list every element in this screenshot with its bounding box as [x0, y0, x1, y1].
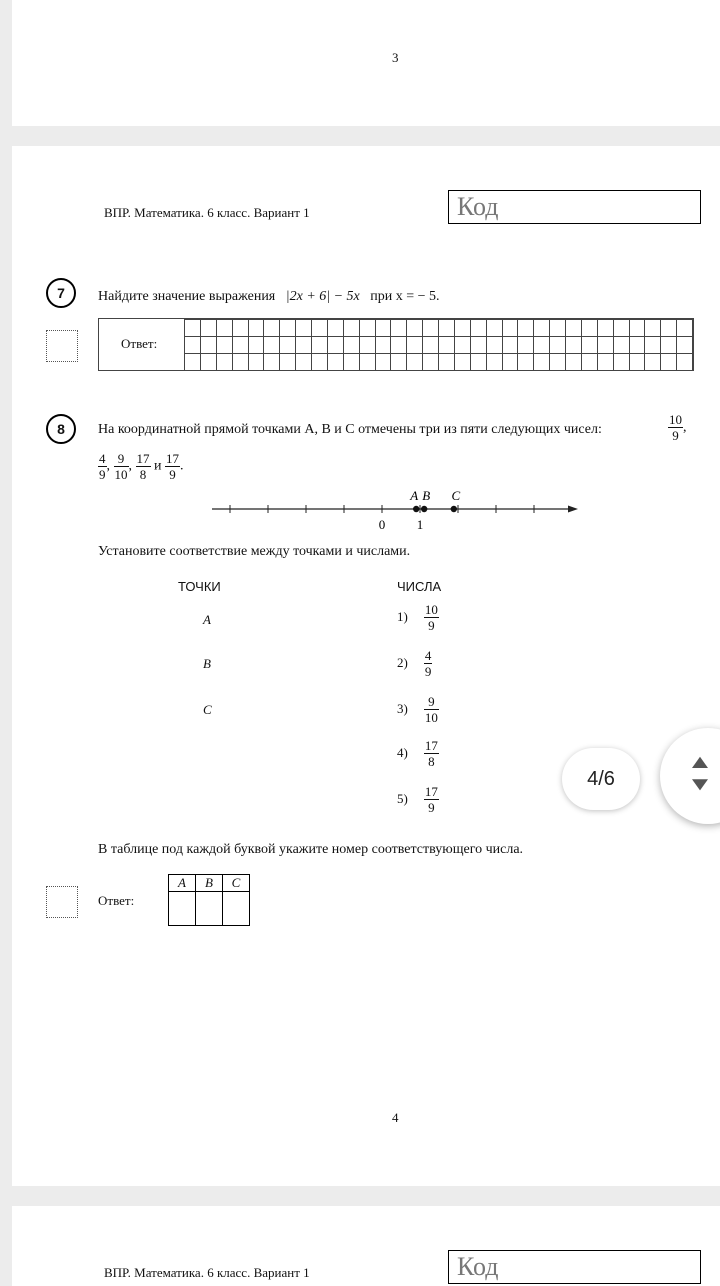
answer-cell-a[interactable] — [169, 892, 196, 926]
number-option-1: 1) $\frac{10}{9}$ — [397, 602, 438, 633]
page-indicator: 4/6 — [562, 748, 640, 810]
answer-grid-cell[interactable] — [216, 320, 232, 337]
label-zero: 0 — [378, 517, 386, 532]
answer-grid-cell[interactable] — [439, 337, 455, 354]
number-option-5: 5) $\frac{17}{9}$ — [397, 784, 438, 815]
answer-grid-cell[interactable] — [216, 337, 232, 354]
answer-grid-cell[interactable] — [296, 337, 312, 354]
and-word: и — [154, 458, 162, 474]
task-7-answer-box — [98, 318, 694, 371]
point-b: B — [203, 656, 211, 671]
answer-grid-cell[interactable] — [439, 320, 455, 337]
fraction: $\frac{17}{8}$ — [424, 738, 438, 769]
header-title: ВПР. Математика. 6 класс. Вариант 1 — [104, 205, 310, 220]
next-page — [12, 1206, 720, 1286]
answer-grid-cell[interactable] — [439, 354, 455, 371]
answer-grid-cell[interactable] — [486, 354, 502, 371]
task-7-answer-label: Ответ: — [121, 336, 158, 351]
match-instruction: Установите соответствие между точками и числами. — [98, 544, 411, 559]
answer-grid-cell[interactable] — [629, 320, 645, 337]
answer-grid-cell[interactable] — [423, 354, 439, 371]
answer-grid-cell[interactable] — [677, 320, 693, 337]
answer-grid-cell[interactable] — [359, 320, 375, 337]
answer-grid-cell[interactable] — [391, 337, 407, 354]
task-8-answer-label: Ответ: — [98, 893, 135, 908]
answer-header-b: B — [196, 875, 223, 892]
fraction: $\frac{4}{9}$ — [424, 648, 432, 679]
point-a-label: A — [410, 488, 419, 503]
answer-grid-cell[interactable] — [645, 320, 661, 337]
answer-grid-cell[interactable] — [518, 320, 534, 337]
answer-grid-cell[interactable] — [407, 354, 423, 371]
answer-grid-cell[interactable] — [518, 337, 534, 354]
fraction: $\frac{10}{9}$ — [669, 412, 682, 443]
next-code-box: Код — [448, 1250, 701, 1284]
answer-grid-cell[interactable] — [296, 354, 312, 371]
answer-grid-cell[interactable] — [550, 320, 566, 337]
answer-grid-cell[interactable] — [534, 320, 550, 337]
answer-cell-b[interactable] — [196, 892, 223, 926]
task-7-number: 7 — [46, 278, 76, 308]
task-8-number: 8 — [46, 414, 76, 444]
answer-grid-cell[interactable] — [423, 337, 439, 354]
answer-grid-cell[interactable] — [645, 337, 661, 354]
page-number-4: 4 — [392, 1110, 399, 1125]
answer-grid-cell[interactable] — [375, 320, 391, 337]
answer-grid-cell[interactable] — [280, 337, 296, 354]
answer-grid-cell[interactable] — [232, 337, 248, 354]
answer-grid-cell[interactable] — [216, 354, 232, 371]
task-7-question — [98, 289, 440, 305]
answer-grid-cell[interactable] — [550, 337, 566, 354]
task-8-intro: На координатной прямой точками A, B и C отмечены три из пяти следующих чисел: — [98, 422, 602, 437]
answer-header-a: A — [169, 875, 196, 892]
scroll-up-icon[interactable] — [692, 757, 708, 768]
answer-grid-cell[interactable] — [343, 320, 359, 337]
answer-grid-cell[interactable] — [629, 354, 645, 371]
answer-grid-cell[interactable] — [296, 320, 312, 337]
answer-grid-cell[interactable] — [264, 354, 280, 371]
answer-grid-cell[interactable] — [327, 337, 343, 354]
answer-grid-cell[interactable] — [581, 354, 597, 371]
point-a-dot — [413, 506, 419, 512]
answer-grid-cell[interactable] — [327, 354, 343, 371]
answer-grid-cell[interactable] — [597, 354, 613, 371]
answer-grid-cell[interactable] — [280, 354, 296, 371]
answer-grid-cell[interactable] — [200, 337, 216, 354]
fraction: $\frac{17}{8}$ — [136, 451, 150, 482]
answer-grid-cell[interactable] — [518, 354, 534, 371]
task-8-answer-table[interactable] — [168, 874, 250, 926]
answer-grid-cell[interactable] — [407, 337, 423, 354]
answer-grid-cell[interactable] — [423, 320, 439, 337]
answer-grid-cell[interactable] — [486, 337, 502, 354]
answer-grid-cell[interactable] — [327, 320, 343, 337]
answer-grid-cell[interactable] — [534, 354, 550, 371]
answer-grid-cell[interactable] — [185, 337, 201, 354]
task-7-condition: при x = − 5. — [370, 289, 440, 304]
answer-grid-cell[interactable] — [375, 354, 391, 371]
answer-grid-cell[interactable] — [185, 354, 201, 371]
label-one: 1 — [416, 517, 424, 532]
fraction: $\frac{10}{9}$ — [424, 602, 438, 633]
previous-page — [12, 0, 720, 126]
number-option-3: 3) $\frac{9}{10}$ — [397, 694, 438, 725]
axis-arrow — [568, 506, 578, 513]
task-7-expression: |2x + 6| − 5x — [285, 289, 360, 304]
answer-grid-cell[interactable] — [312, 320, 328, 337]
answer-grid-cell[interactable] — [200, 354, 216, 371]
answer-grid-cell[interactable] — [470, 354, 486, 371]
answer-grid-cell[interactable] — [280, 320, 296, 337]
task-8-first-fraction: $\frac{10}{9}$ , — [669, 412, 687, 443]
answer-grid-cell[interactable] — [375, 337, 391, 354]
point-b-dot — [421, 506, 427, 512]
answer-grid-cell[interactable] — [566, 354, 582, 371]
task-8-score-box[interactable] — [46, 886, 78, 918]
number-line — [202, 486, 592, 536]
point-c-dot — [451, 506, 457, 512]
answer-grid-cell[interactable] — [629, 337, 645, 354]
answer-grid-cell[interactable] — [248, 320, 264, 337]
answer-grid-cell[interactable] — [264, 337, 280, 354]
point-b-label: B — [422, 488, 431, 503]
col-numbers-header: ЧИСЛА — [397, 579, 442, 594]
answer-grid-cell[interactable] — [502, 337, 518, 354]
answer-grid-cell[interactable] — [502, 354, 518, 371]
answer-grid-cell[interactable] — [200, 320, 216, 337]
number-option-2: 2) $\frac{4}{9}$ — [397, 648, 432, 679]
answer-grid-cell[interactable] — [359, 354, 375, 371]
answer-grid-cell[interactable] — [661, 320, 677, 337]
answer-grid-cell[interactable] — [470, 320, 486, 337]
point-c: C — [203, 702, 212, 717]
answer-grid-cell[interactable] — [232, 320, 248, 337]
answer-grid-cell[interactable] — [232, 354, 248, 371]
answer-grid-cell[interactable] — [470, 337, 486, 354]
answer-grid-cell[interactable] — [248, 354, 264, 371]
code-box: Код — [448, 190, 701, 224]
task-7-answer-grid[interactable] — [184, 319, 693, 371]
scroll-arrows — [660, 728, 720, 824]
page-number-3: 3 — [392, 50, 399, 65]
answer-grid-cell[interactable] — [534, 337, 550, 354]
answer-header-c: C — [223, 875, 250, 892]
answer-grid-cell[interactable] — [566, 337, 582, 354]
answer-grid-cell[interactable] — [454, 354, 470, 371]
answer-grid-cell[interactable] — [454, 337, 470, 354]
answer-grid-cell[interactable] — [645, 354, 661, 371]
current-page — [12, 146, 720, 1186]
answer-grid-cell[interactable] — [566, 320, 582, 337]
col-points-header: ТОЧКИ — [178, 579, 221, 594]
answer-grid-cell[interactable] — [343, 354, 359, 371]
fraction: $\frac{9}{10}$ — [424, 694, 438, 725]
answer-grid-cell[interactable] — [550, 354, 566, 371]
answer-cell-c[interactable] — [223, 892, 250, 926]
answer-grid-cell[interactable] — [613, 337, 629, 354]
answer-grid-cell[interactable] — [343, 337, 359, 354]
table-instruction: В таблице под каждой буквой укажите номер соответствующего числа. — [98, 842, 524, 857]
answer-grid-cell[interactable] — [581, 320, 597, 337]
answer-grid-cell[interactable] — [677, 354, 693, 371]
fraction: $\frac{17}{9}$ — [424, 784, 438, 815]
answer-grid-cell[interactable] — [677, 337, 693, 354]
fraction: $\frac{9}{10}$ — [114, 451, 128, 482]
answer-grid-cell[interactable] — [248, 337, 264, 354]
task-8-fractions-line: $\frac{4}{9}$ , $\frac{9}{10}$ , $\frac{17}{8}$ и $\frac{17}{9}$ . — [99, 451, 184, 482]
answer-grid-cell[interactable] — [391, 320, 407, 337]
task-7-question-prefix: Найдите значение выражения — [98, 289, 276, 304]
answer-grid-cell[interactable] — [454, 320, 470, 337]
answer-grid-cell[interactable] — [613, 354, 629, 371]
answer-grid-cell[interactable] — [661, 354, 677, 371]
answer-grid-cell[interactable] — [391, 354, 407, 371]
answer-grid-cell[interactable] — [661, 337, 677, 354]
answer-grid-cell[interactable] — [486, 320, 502, 337]
answer-grid-cell[interactable] — [312, 354, 328, 371]
point-c-label: C — [451, 488, 461, 503]
point-a: A — [203, 612, 211, 627]
answer-grid-cell[interactable] — [359, 337, 375, 354]
answer-grid-cell[interactable] — [613, 320, 629, 337]
answer-grid-cell[interactable] — [264, 320, 280, 337]
task-7-score-box[interactable] — [46, 330, 78, 362]
scroll-down-icon[interactable] — [692, 779, 708, 790]
fraction: $\frac{4}{9}$ — [99, 451, 106, 482]
fraction: $\frac{17}{9}$ — [166, 451, 179, 482]
answer-grid-cell[interactable] — [597, 337, 613, 354]
page-scroll-control[interactable] — [660, 728, 720, 824]
next-header-title: ВПР. Математика. 6 класс. Вариант 1 — [104, 1265, 310, 1280]
answer-grid-cell[interactable] — [502, 320, 518, 337]
number-option-4: 4) $\frac{17}{8}$ — [397, 738, 438, 769]
answer-grid-cell[interactable] — [581, 337, 597, 354]
answer-grid-cell[interactable] — [597, 320, 613, 337]
answer-grid-cell[interactable] — [185, 320, 201, 337]
answer-grid-cell[interactable] — [407, 320, 423, 337]
answer-grid-cell[interactable] — [312, 337, 328, 354]
